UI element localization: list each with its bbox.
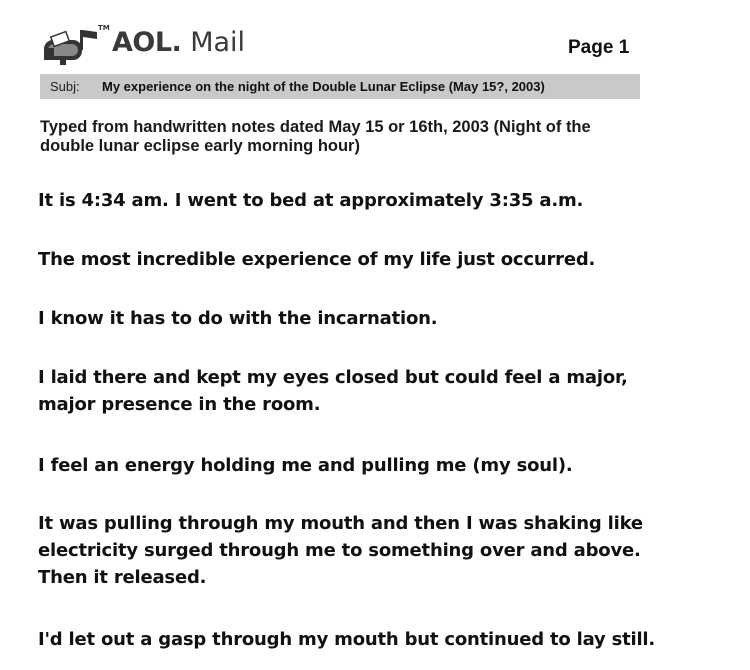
mailbox-icon [42, 26, 100, 66]
page-number: Page 1 [568, 37, 630, 58]
paragraph-line: major presence in the room. [38, 394, 321, 415]
paragraph [38, 364, 728, 418]
paragraph-line: It is 4:34 am. I went to bed at approximately 3:35 a.m. [38, 190, 584, 211]
paragraph-line: Then it released. [38, 567, 207, 588]
paragraph-line: The most incredible experience of my life just occurred. [38, 249, 596, 270]
brand-main: AOL. [112, 27, 182, 58]
paragraph [38, 452, 728, 479]
paragraph [38, 246, 728, 273]
paragraph-line: I'd let out a gasp through my mouth but continued to lay still. [38, 629, 656, 650]
paragraph-line: It was pulling through my mouth and then I was shaking like [38, 513, 643, 534]
aol-mail-logo [112, 27, 245, 58]
email-header [38, 22, 718, 70]
subject-bar [40, 74, 640, 99]
paragraph-line: I know it has to do with the incarnation. [38, 308, 438, 329]
paragraph-line: electricity surged through me to something over and above. [38, 540, 641, 561]
paragraph [38, 626, 728, 653]
intro-note [40, 118, 700, 156]
subject-value: My experience on the night of the Double Lunar Eclipse (May 15?, 2003) [102, 79, 545, 94]
paragraph [38, 305, 728, 332]
paragraph [38, 187, 728, 214]
subject-label: Subj: [50, 79, 80, 94]
paragraph-line: I feel an energy holding me and pulling me (my soul). [38, 455, 573, 476]
brand-sub: Mail [190, 27, 246, 58]
paragraph-line: I laid there and kept my eyes closed but could feel a major, [38, 367, 628, 388]
intro-note-line: Typed from handwritten notes dated May 15 or 16th, 2003 (Night of the [40, 118, 591, 136]
paragraph [38, 510, 728, 591]
trademark-mark: TM [98, 24, 110, 32]
intro-note-line: double lunar eclipse early morning hour) [40, 137, 360, 155]
